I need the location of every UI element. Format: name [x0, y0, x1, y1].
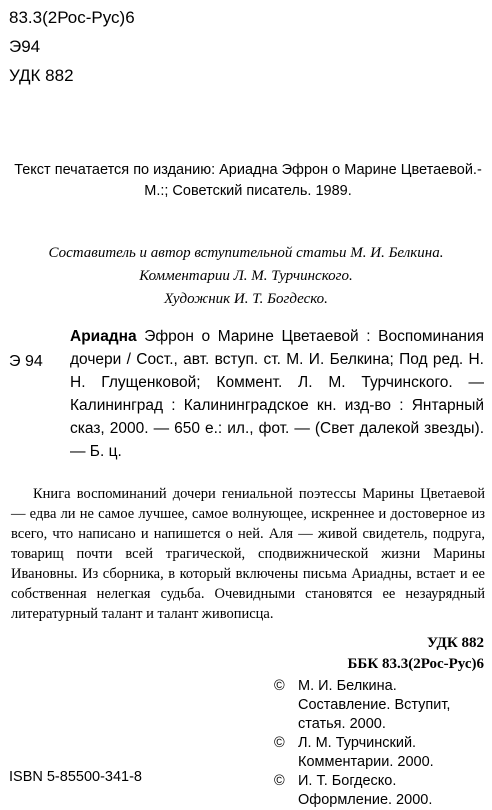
bibliographic-lead-word: Ариадна — [70, 328, 137, 345]
copyright-text: М. И. Белкина. Составление. Вступит, статья. 2000. — [298, 678, 451, 732]
classification-right-block — [347, 633, 484, 675]
bbk-right: ББК 83.3(2Рос-Рус)6 — [347, 656, 484, 672]
annotation-paragraph: Книга воспоминаний дочери гениальной поэтессы Марины Цветаевой — едва ли не самое лучшее, самое волнующее, искреннее и достоверное из всего, что написано и напишется о ней. Аля — живой свидетель, подруга, товарищ почти всей трагической, сподвижнической жизни Марины Ивановны. Из сборника, в который включены письма Ариадны, встает и ее собственная нелегкая судьба. Очевидными становятся ее незаурядный литературный талант и талант живописца. — [11, 486, 485, 622]
copyright-text: И. Т. Богдеско. Оформление. 2000. — [298, 773, 433, 808]
copyright-symbol: © — [274, 678, 285, 694]
credits-block — [0, 242, 492, 311]
udk-right: УДК 882 — [427, 635, 484, 651]
index-mark: Э 94 — [9, 353, 43, 370]
copyright-symbol: © — [274, 773, 285, 789]
compiler-credit: Составитель и автор вступительной статьи М. И. Белкина. — [48, 245, 444, 261]
udk-code: УДК 882 — [9, 66, 74, 85]
copyright-symbol: © — [274, 735, 285, 751]
bibliographic-text: Эфрон о Марине Цветаевой : Воспоминания дочери / Сост., авт. вступ. ст. М. И. Белкина; Под ред. Н. Н. Глущенковой; Коммент. Л. М. Турчинского. — Калининград : Калининградское кн. изд-во : Янтарный сказ, 2000. — 650 е.: ил., фот. — (Свет далекой звезды). — Б. ц. — [70, 328, 484, 460]
bbk-code: 83.3(2Рос-Рус)6 — [9, 8, 135, 27]
comments-credit: Комментарии Л. М. Турчинского. — [139, 268, 353, 284]
copyright-item — [274, 677, 486, 734]
bibliographic-description — [70, 325, 484, 463]
copyright-item — [274, 772, 486, 810]
author-mark: Э94 — [9, 37, 41, 56]
classification-codes-block — [9, 3, 135, 90]
artist-credit: Художник И. Т. Богдеско. — [164, 291, 328, 307]
edition-note: Текст печатается по изданию: Ариадна Эфрон о Марине Цветаевой.-М.:; Советский писатель. 1989. — [14, 162, 482, 199]
copyright-block — [274, 677, 486, 810]
copyright-text: Л. М. Турчинский. Комментарии. 2000. — [298, 735, 434, 770]
isbn: ISBN 5-85500-341-8 — [9, 769, 142, 785]
copyright-item — [274, 734, 486, 772]
